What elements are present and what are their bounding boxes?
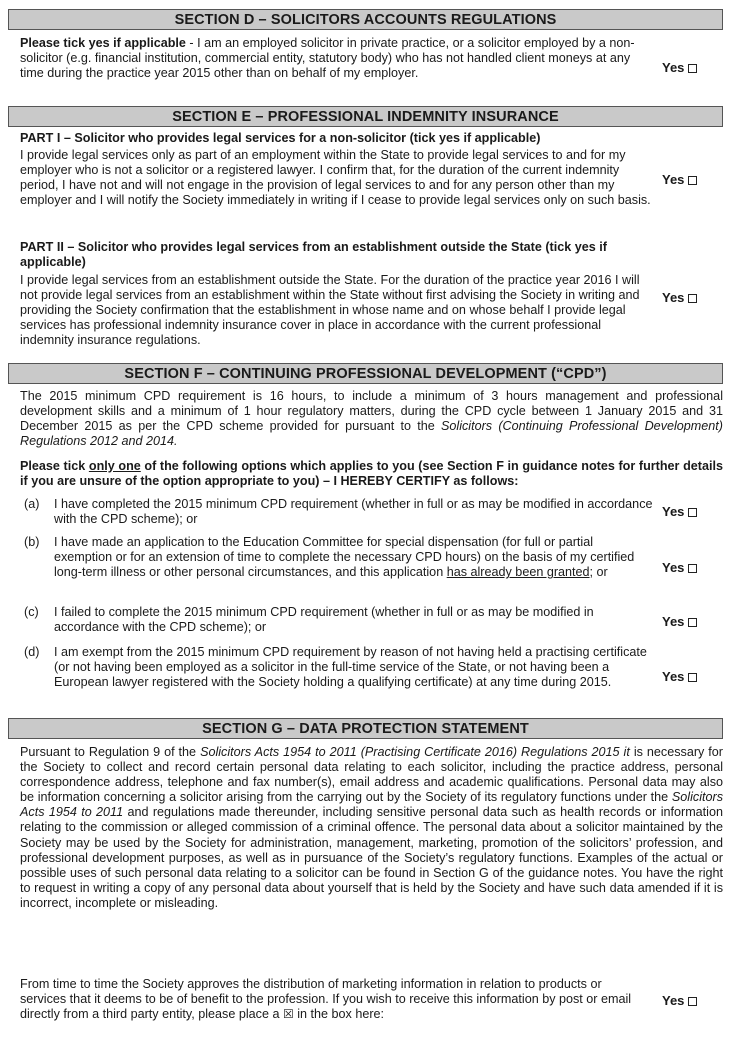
section-e-part2-text: I provide legal services from an establishment outside the State. For the duration of the practice year 2016 I will not provide legal services from an establishment within the State without first advising the Society in writing and providing the Society confirmation that the establishment in whose name and on whose behalf I provide legal services has professional indemnity insurance cover in place in accordance with the current professional indemnity insurance regulations. [20,273,640,348]
section-g-yes[interactable] [662,993,697,1008]
option-b-tail: ; or [589,565,608,580]
yes-label: Yes [662,993,685,1008]
checkbox[interactable] [688,64,697,73]
checkbox[interactable] [688,618,697,627]
option-text: I am exempt from the 2015 minimum CPD requirement by reason of not having held a practising certificate (or not having been employed as a solicitor in the full-time service of the State, or not having been a European lawyer registered with the Society holding a qualifying certificate) at any time during 2015. [54,645,647,690]
instr-b: of the following options which applies to you (see Section F in guidance notes for further details if you are unsure of the option appropriate to you) – I HEREBY CERTIFY as follows: [20,459,723,489]
option-text [54,535,654,580]
option-label: (b) [24,535,40,549]
intro-italic: Solicitors (Continuing Professional Development) Regulations 2012 and 2014. [20,419,723,449]
section-d-text [20,36,650,81]
section-f-intro [20,389,723,449]
checkbox[interactable] [688,508,697,517]
g-text-a: Pursuant to Regulation 9 of the [20,745,201,759]
yes-label: Yes [662,504,685,519]
section-g-header: SECTION G – DATA PROTECTION STATEMENT [8,718,723,739]
option-text: I failed to complete the 2015 minimum CPD requirement (whether in full or as may be modified in accordance with the CPD scheme); or [54,605,594,635]
checkbox[interactable] [688,564,697,573]
section-f-header: SECTION F – CONTINUING PROFESSIONAL DEVELOPMENT (“CPD”) [8,363,723,384]
section-e-part1-yes[interactable] [662,172,697,187]
yes-label: Yes [662,614,685,629]
section-d-yes[interactable] [662,60,697,75]
yes-label: Yes [662,60,685,75]
section-e-part1-text: I provide legal services only as part of an employment within the State to provide legal services to and for my employer who is not a solicitor or a registered lawyer. I confirm that, for the duration of the current indemnity period, I have not and will not engage in the provision of legal services to and for any person other than my employer and I will notify the Society immediately in writing if I cease to provide legal services only on such basis. [20,148,651,208]
g-italic-1: Solicitors Acts 1954 to 2011 (Practising Certificate 2016) Regulations 2015 it [200,745,630,759]
marketing-tail: in the box here: [293,1007,385,1022]
option-text: I have completed the 2015 minimum CPD requirement (whether in full or as may be modified in accordance with the CPD scheme); or [54,497,653,527]
checkbox[interactable] [688,997,697,1006]
section-f-instructions [20,459,723,489]
g-text-b: is necessary for the Society to collect and record certain personal data relating to each solicitor, including the practice address, personal correspondence address, telephone and fax number(s), email address and academic qualifications. Personal data may also be information concerning a solicitor arising from the carrying out by the Society of its regulatory functions under the [20,745,724,805]
checkbox[interactable] [688,294,697,303]
section-d-header: SECTION D – SOLICITORS ACCOUNTS REGULATIONS [8,9,723,30]
intro-text: The 2015 minimum CPD requirement is 16 hours, to include a minimum of 3 hours management and professional development skills and a minimum of 1 hour regulatory matters, during the CPD cycle between 1 January 2015 and 31 December 2015 as per the CPD scheme provided for pursuant to the [20,389,723,434]
yes-label: Yes [662,290,685,305]
section-e-part1-title: PART I – Solicitor who provides legal services for a non-solicitor (tick yes if applicable) [20,131,541,145]
option-label: (d) [24,645,40,659]
section-d-lead: Please tick yes if applicable [20,36,186,50]
option-label: (a) [24,497,40,511]
section-e-part2-title: PART II – Solicitor who provides legal services from an establishment outside the State (tick yes if applicable) [20,240,607,270]
section-e-header: SECTION E – PROFESSIONAL INDEMNITY INSURANCE [8,106,723,127]
checked-box-icon: ☒ [282,1007,294,1022]
section-d-body: - I am an employed solicitor in private practice, or a solicitor employed by a non-solicitor (e.g. financial institution, commercial entity, statutory body) who has not handled client moneys at any time during the practice year 2015 other than on behalf of my employer. [20,36,635,81]
cpd-option-c-yes[interactable] [662,614,697,629]
section-e-part2-yes[interactable] [662,290,697,305]
option-b-text: I have made an application to the Education Committee for special dispensation (for full or partial exemption or for an extension of time to complete the necessary CPD hours) on the basis of my certified long-term illness or other personal circumstances, and this application [54,535,635,580]
instr-underline: only one [88,459,141,473]
cpd-option-b-yes[interactable] [662,560,697,575]
checkbox[interactable] [688,176,697,185]
section-g-marketing [20,977,650,1022]
option-label: (c) [24,605,39,619]
yes-label: Yes [662,172,685,187]
section-g-statement [20,745,723,911]
cpd-option-a-yes[interactable] [662,504,697,519]
option-b-underline: has already been granted [446,565,590,580]
checkbox[interactable] [688,673,697,682]
cpd-option-d-yes[interactable] [662,669,697,684]
instr-a: Please tick [20,459,89,473]
yes-label: Yes [662,560,685,575]
yes-label: Yes [662,669,685,684]
g-italic-2: Solicitors Acts 1954 to 2011 [20,790,723,820]
g-text-c: and regulations made thereunder, including sensitive personal data such as health records or information relating to the commission or alleged commission of a criminal offence. The personal data about a solicitor maintained by the Society may be used by the Society for administration, management, marketing, promotion of the solicitors’ profession, and professional development purposes, as well as in pursuance of the Society’s regulatory functions. Examples of the actual or possible uses of such personal data relating to a solicitor can be found in Section G of the guidance notes. You have the right to request in writing a copy of any personal data about yourself that is held by the Society and have such data amended if it is incorrect, incomplete or misleading. [20,805,723,910]
marketing-text: From time to time the Society approves the distribution of marketing information in relation to products or services that it deems to be of benefit to the profession. If you wish to receive this information by post or email directly from a third party entity, please place a [20,977,632,1022]
